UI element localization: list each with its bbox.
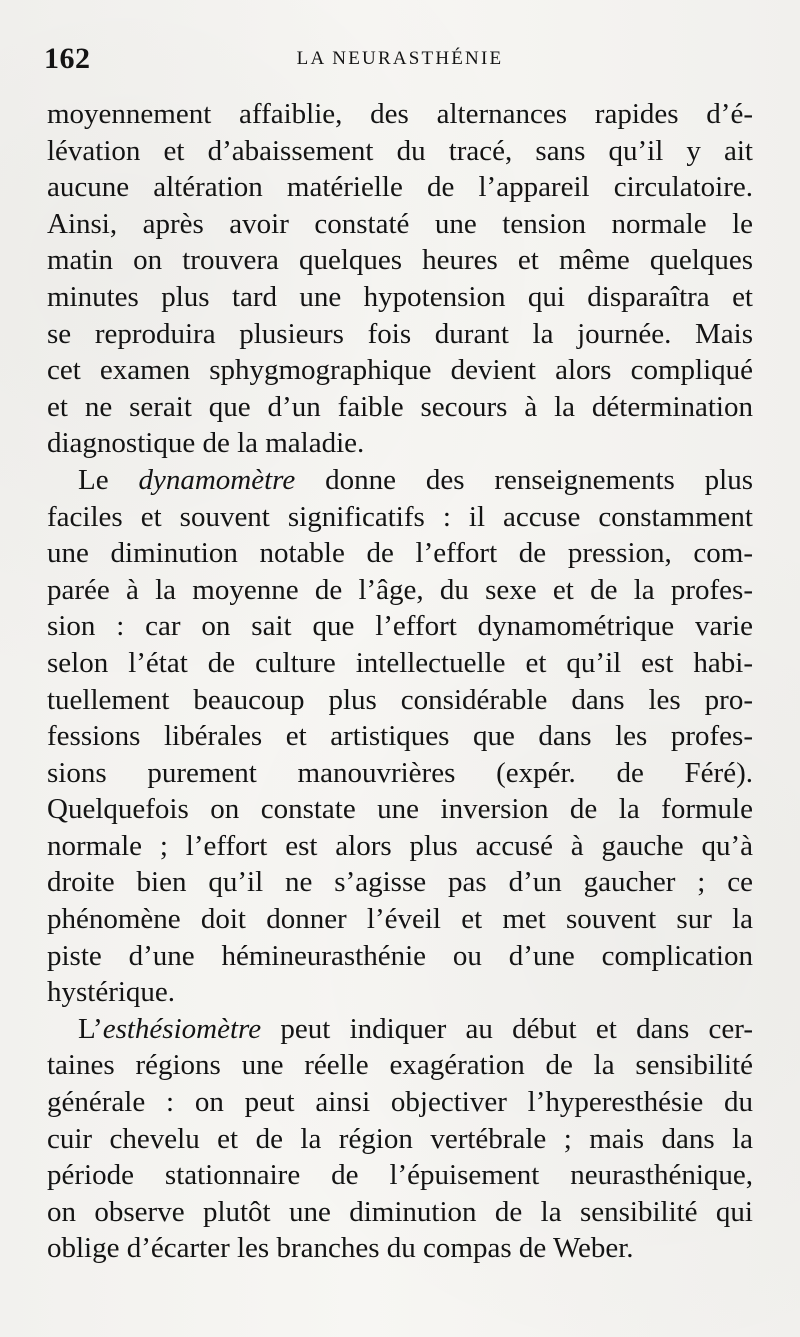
text-line — [47, 572, 753, 609]
text-line — [47, 1194, 753, 1231]
text-line-segment: tuellement beaucoup plus considérable dans les pro- — [47, 683, 753, 716]
text-line — [47, 791, 753, 828]
text-line — [47, 499, 753, 536]
text-line-segment: moyennement affaiblie, des alternances rapides d’é- — [47, 98, 753, 130]
text-line — [47, 242, 753, 279]
text-line-segment: donne des renseignements plus — [295, 463, 753, 496]
text-line-segment: normale ; l’effort est alors plus accusé à gauche qu’à — [47, 829, 753, 862]
text-line — [47, 462, 753, 499]
text-line-segment: Quelquefois on constate une inversion de la formule — [47, 793, 753, 826]
text-line-segment: piste d’une hémineurasthénie ou d’une complication — [47, 939, 753, 972]
text-line — [47, 718, 753, 755]
text-line — [47, 901, 753, 938]
text-line-segment: lévation et d’abaissement du tracé, sans qu’il y ait — [47, 134, 753, 167]
text-line-segment: période stationnaire de l’épuisement neurasthénique, — [47, 1159, 753, 1192]
text-line-segment: cuir chevelu et de la région vertébrale ; mais dans la — [47, 1122, 753, 1155]
text-line-segment: taines régions une réelle exagération de la sensibilité — [47, 1049, 753, 1082]
text-line — [47, 316, 753, 353]
text-line-segment: peut indiquer au début et dans cer- — [261, 1012, 753, 1045]
italic-term: dynamomètre — [138, 463, 296, 496]
text-line — [47, 425, 753, 462]
text-line — [47, 206, 753, 243]
text-line-segment: selon l’état de culture intellectuelle et qu’il est habi- — [47, 646, 753, 679]
text-line — [47, 1047, 753, 1084]
text-line-segment: matin on trouvera quelques heures et même quelques — [47, 244, 753, 277]
text-line — [47, 938, 753, 975]
text-line-segment: diagnostique de la maladie. — [47, 427, 365, 460]
text-line-segment: aucune altération matérielle de l’appareil circulatoire. — [47, 171, 753, 204]
text-line — [47, 1157, 753, 1194]
text-line — [47, 864, 753, 901]
text-line-segment: minutes plus tard une hypotension qui disparaîtra et — [47, 280, 753, 313]
text-line-segment: droite bien qu’il ne s’agisse pas d’un gaucher ; ce — [47, 866, 753, 899]
text-line-segment: on observe plutôt une diminution de la sensibilité qui — [47, 1195, 753, 1228]
text-line-segment: sions purement manouvrières (expér. de Féré). — [47, 756, 753, 789]
italic-term: esthésiomètre — [102, 1012, 262, 1045]
text-line — [47, 389, 753, 426]
text-line — [47, 682, 753, 719]
text-line — [47, 133, 753, 170]
text-line-segment: et ne serait que d’un faible secours à la détermination — [47, 390, 753, 423]
body-text — [47, 96, 753, 1267]
text-line — [47, 96, 753, 133]
text-line-segment: parée à la moyenne de l’âge, du sexe et de la profes- — [47, 573, 753, 606]
text-line — [47, 169, 753, 206]
text-line-segment: sion : car on sait que l’effort dynamométrique varie — [47, 610, 753, 643]
text-line — [47, 645, 753, 682]
page-number: 162 — [44, 42, 91, 75]
text-line-segment: fessions libérales et artistiques que dans les profes- — [47, 720, 753, 753]
text-line-segment: générale : on peut ainsi objectiver l’hyperesthésie du — [47, 1086, 753, 1119]
running-title: LA NEURASTHÉNIE — [296, 48, 504, 69]
text-line-segment: se reproduira plusieurs fois durant la journée. Mais — [47, 317, 753, 350]
text-line-segment: une diminution notable de l’effort de pression, com- — [47, 537, 753, 570]
text-line — [47, 1084, 753, 1121]
text-line — [47, 828, 753, 865]
text-line-segment: phénomène doit donner l’éveil et met souvent sur la — [47, 903, 753, 936]
text-line — [47, 279, 753, 316]
text-line — [47, 1121, 753, 1158]
text-line — [47, 1011, 753, 1048]
text-line-segment: oblige d’écarter les branches du compas de Weber. — [47, 1232, 634, 1265]
text-line — [47, 352, 753, 389]
text-line — [47, 755, 753, 792]
text-line — [47, 974, 753, 1011]
text-line-segment: hystérique. — [47, 976, 176, 1009]
text-line — [47, 1230, 753, 1267]
text-line-segment: Ainsi, après avoir constaté une tension normale le — [47, 207, 753, 240]
text-line — [47, 608, 753, 645]
text-line — [47, 535, 753, 572]
text-line-segment: L’ — [78, 1012, 103, 1045]
text-line-segment: faciles et souvent significatifs : il accuse constamment — [47, 500, 753, 533]
text-line-segment: cet examen sphygmographique devient alors compliqué — [47, 354, 753, 387]
text-line-segment: Le — [78, 463, 139, 496]
